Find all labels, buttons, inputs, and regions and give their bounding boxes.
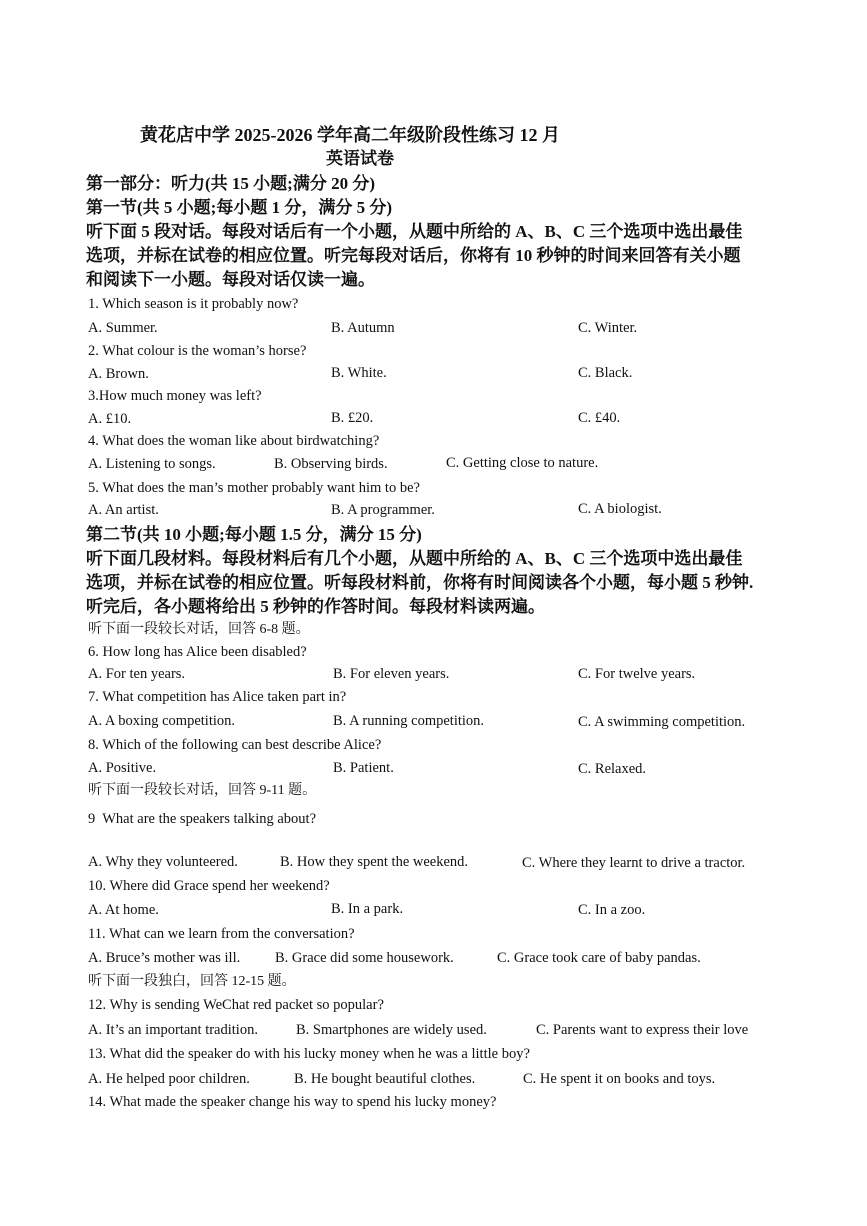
option-a: A. £10. [88,411,132,427]
option-b: B. A programmer. [331,502,435,518]
option-c: C. £40. [578,410,621,426]
option-a: A. Why they volunteered. [88,854,238,870]
option-c: C. Getting close to nature. [446,455,599,471]
exam-title: 黄花店中学 2025-2026 学年高二年级阶段性练习 12 月 [140,125,560,145]
option-c: C. Grace took care of baby pandas. [497,950,701,966]
option-c: C. Relaxed. [578,761,647,777]
option-a: A. He helped poor children. [88,1071,250,1087]
question-text: 3.How much money was left? [88,388,262,404]
option-b: B. Smartphones are widely used. [296,1022,487,1038]
part1-heading: 第一部分：听力(共 15 小题;满分 20 分) [86,174,375,193]
listening-note: 听下面一段较长对话，回答 6-8 题。 [88,622,310,637]
section2-instruction-line: 选项，并标在试卷的相应位置。听每段材料前，你将有时间阅读各个小题，每小题 5 秒钟. [86,573,754,592]
section2-heading: 第二节(共 10 小题;每小题 1.5 分，满分 15 分) [86,525,422,544]
option-b: B. Observing birds. [274,456,388,472]
option-c: C. A biologist. [578,501,662,517]
option-a: A. Brown. [88,366,149,382]
question-text: 9 What are the speakers talking about? [88,811,317,827]
question-text: 8. Which of the following can best describe Alice? [88,737,382,753]
section1-instruction-line: 和阅读下一小题。每段对话仅读一遍。 [86,270,375,289]
question-text: 14. What made the speaker change his way to spend his lucky money? [88,1094,497,1110]
section1-instruction-line: 选项，并标在试卷的相应位置。听完每段对话后，你将有 10 秒钟的时间来回答有关小题 [86,246,741,265]
question-text: 4. What does the woman like about birdwatching? [88,433,380,449]
question-text: 13. What did the speaker do with his lucky money when he was a little boy? [88,1046,530,1062]
option-c: C. A swimming competition. [578,714,746,730]
option-a: A. Bruce’s mother was ill. [88,950,241,966]
option-c: C. In a zoo. [578,902,646,918]
option-b: B. White. [331,365,387,381]
option-b: B. How they spent the weekend. [280,854,469,870]
listening-note: 听下面一段独白，回答 12-15 题。 [88,974,296,989]
option-c: C. Black. [578,365,633,381]
option-b: B. £20. [331,410,374,426]
question-text: 7. What competition has Alice taken part in? [88,689,347,705]
option-b: B. He bought beautiful clothes. [294,1071,476,1087]
option-a: A. A boxing competition. [88,713,236,729]
exam-subtitle: 英语试卷 [326,149,394,168]
option-c: C. For twelve years. [578,666,696,682]
section1-heading: 第一节(共 5 小题;每小题 1 分，满分 5 分) [86,198,392,217]
section2-instruction-line: 听完后，各小题将给出 5 秒钟的作答时间。每段材料读两遍。 [86,597,545,616]
section1-instruction-line: 听下面 5 段对话。每段对话后有一个小题，从题中所给的 A、B、C 三个选项中选出最佳 [86,222,743,241]
option-b: B. In a park. [331,901,404,917]
question-text: 5. What does the man’s mother probably want him to be? [88,480,420,496]
listening-note: 听下面一段较长对话，回答 9-11 题。 [88,783,317,798]
question-text: 11. What can we learn from the conversation? [88,926,355,942]
option-a: A. At home. [88,902,159,918]
question-text: 2. What colour is the woman’s horse? [88,343,307,359]
option-b: B. Grace did some housework. [275,950,454,966]
option-b: B. Autumn [331,320,395,336]
option-a: A. Summer. [88,320,158,336]
question-text: 1. Which season is it probably now? [88,296,299,312]
section2-instruction-line: 听下面几段材料。每段材料后有几个小题，从题中所给的 A、B、C 三个选项中选出最佳 [86,549,743,568]
option-a: A. It’s an important tradition. [88,1022,258,1038]
option-c: C. Parents want to express their love [536,1022,749,1038]
option-c: C. He spent it on books and toys. [523,1071,716,1087]
question-text: 10. Where did Grace spend her weekend? [88,878,330,894]
option-b: B. Patient. [333,760,394,776]
option-c: C. Where they learnt to drive a tractor. [522,855,746,871]
option-b: B. A running competition. [333,713,485,729]
option-b: B. For eleven years. [333,666,450,682]
question-text: 12. Why is sending WeChat red packet so popular? [88,997,384,1013]
option-a: A. For ten years. [88,666,186,682]
question-text: 6. How long has Alice been disabled? [88,644,307,660]
option-c: C. Winter. [578,320,638,336]
option-a: A. Listening to songs. [88,456,216,472]
option-a: A. Positive. [88,760,157,776]
option-a: A. An artist. [88,502,159,518]
